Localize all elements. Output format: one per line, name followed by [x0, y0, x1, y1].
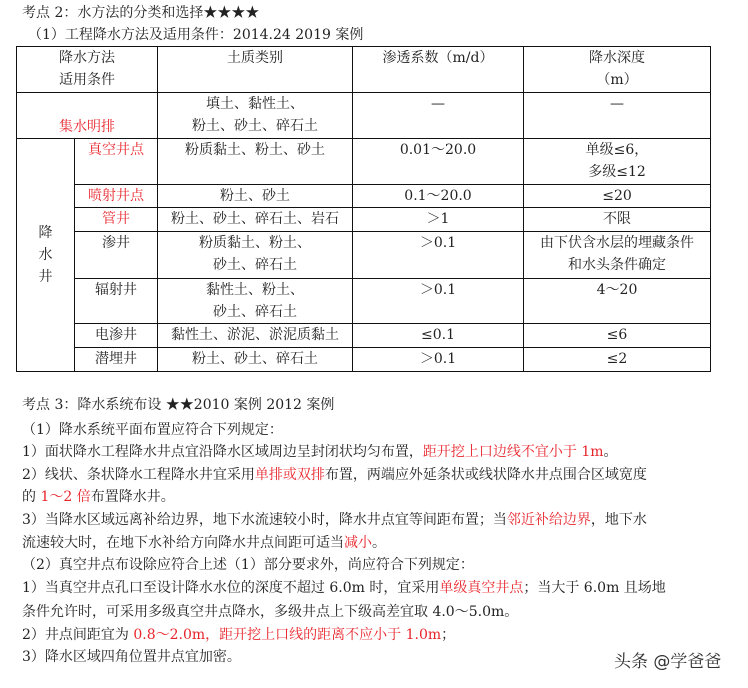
text-segment: （2）真空井点布设除应符合上述（1）部分要求外，尚应符合下列规定：	[22, 557, 474, 573]
text-segment: 3）当降水区域远离补给边界，地下水流速较小时，降水井点宜等间距布置；当	[22, 512, 507, 528]
method-name: 辐射井	[75, 279, 158, 324]
text-segment: 的	[22, 489, 41, 505]
cell-line: 粉土、砂土、碎石土	[192, 351, 318, 367]
cell-line: ≤6	[606, 327, 628, 343]
header-depth	[524, 47, 711, 93]
table-row	[17, 208, 711, 232]
text-segment: 考点 3：降水系统布设 ★★2010 案例 2012 案例	[22, 397, 335, 413]
cell-line: 井	[38, 269, 53, 285]
text-segment: 3）降水区域四角位置井点宜加密。	[22, 649, 241, 665]
section-heading-3	[22, 395, 334, 415]
cell-line: 降水方法	[59, 50, 115, 66]
text-segment: ；当大于 6.0m 且场地	[523, 580, 666, 596]
cell-line: 不限	[603, 211, 631, 227]
depth-cell	[524, 208, 711, 232]
table-caption: （1）工程降水方法及适用条件：2014.24 2019 案例	[28, 27, 364, 43]
text-line	[22, 510, 647, 530]
perm-cell: ＞0.1	[353, 348, 524, 372]
text-segment: 。	[372, 535, 386, 551]
cell-line: 粉质黏土、粉土、砂土	[185, 142, 325, 158]
text-line	[22, 420, 283, 440]
perm-cell: ＞1	[353, 208, 524, 232]
cell-line: 多级≤12	[588, 164, 646, 180]
text-line	[22, 465, 647, 485]
text-segment: ，地下水	[590, 512, 647, 528]
table-header-row	[17, 47, 711, 93]
cell-line: 4～20	[596, 282, 638, 298]
soil-cell	[158, 324, 353, 348]
group-label-dewatering-well	[17, 139, 75, 372]
text-line	[22, 647, 241, 667]
depth-cell	[524, 185, 711, 208]
soil-cell	[158, 208, 353, 232]
text-segment: 布置降水井。	[90, 489, 175, 505]
soil-cell	[158, 348, 353, 372]
cell-line: 降	[38, 225, 53, 241]
highlighted-text: 单排或双排	[254, 467, 325, 483]
cell-line: 水	[38, 247, 53, 263]
text-segment: 2）线状、条状降水工程降水井宜采用	[22, 467, 255, 483]
text-line	[22, 487, 175, 507]
table-row	[17, 139, 711, 185]
method-name: 潜埋井	[75, 348, 158, 372]
perm-cell: ＞0.1	[353, 279, 524, 324]
highlighted-text: 1～2 倍	[40, 489, 91, 505]
depth-cell	[524, 232, 711, 279]
method-name: 喷射井点	[75, 185, 158, 208]
text-segment: 2）井点间距宜为	[22, 627, 134, 643]
cell-line: 填土、黏性土、	[206, 96, 304, 112]
highlighted-text: 减小	[344, 535, 372, 551]
header-method	[17, 47, 158, 93]
text-segment: 布置，两端应外延条状或线状降水井点围合区域宽度	[324, 467, 647, 483]
text-segment: 。	[603, 444, 618, 460]
cell-line: 粉土、砂土、碎石土	[192, 118, 318, 134]
perm-cell: ＞0.1	[353, 232, 524, 279]
cell-line: 适用条件	[59, 72, 115, 88]
text-line	[22, 442, 618, 462]
table-row	[17, 348, 711, 372]
table-row	[17, 185, 711, 208]
cell-line: 单级≤6，	[585, 142, 649, 158]
depth-cell: —	[524, 93, 711, 139]
method-name: 管井	[75, 208, 158, 232]
soil-cell	[158, 185, 353, 208]
cell-line: 砂土、碎石土	[213, 257, 297, 273]
highlighted-text: 0.8～2.0m，距开挖上口线的距离不应小于 1.0m	[133, 627, 442, 643]
method-name: 电渗井	[75, 324, 158, 348]
highlighted-text: 单级真空井点	[439, 580, 524, 596]
text-line	[22, 555, 474, 575]
text-segment: 1）当真空井点孔口至设计降水水位的深度不超过 6.0m 时，宜采用	[22, 580, 440, 596]
perm-cell: —	[353, 93, 524, 139]
depth-cell	[524, 139, 711, 185]
cell-line: 黏性土、淤泥、淤泥质黏土	[171, 327, 339, 343]
text-segment: 1）面状降水工程降水井点宜沿降水区域周边呈封闭状均匀布置，	[22, 444, 423, 460]
method-name: 集水明排	[17, 93, 158, 139]
cell-line: 由下伏含水层的埋藏条件	[540, 235, 694, 251]
highlighted-text: 距开挖上口边线不宜小于 1m	[422, 444, 604, 460]
text-segment: 条件允许时，可采用多级真空井点降水，多级井点上下级高差宜取 4.0～5.0m。	[22, 604, 519, 620]
cell-line: 砂土、碎石土	[213, 304, 297, 320]
text-segment: （1）降水系统平面布置应符合下列规定：	[22, 422, 283, 438]
cell-line: 粉土、砂土、碎石土、岩石	[171, 211, 339, 227]
cell-line: 黏性土、粉土、	[206, 282, 304, 298]
cell-line: ≤2	[606, 351, 628, 367]
text-line	[22, 578, 666, 598]
table-row	[17, 93, 711, 139]
cell-line: 粉质黏土、粉土、	[199, 235, 311, 251]
cell-line: 降水深度	[589, 50, 645, 66]
table-row	[17, 232, 711, 279]
header-soil: 土质类别	[158, 47, 353, 93]
soil-cell	[158, 279, 353, 324]
text-line	[22, 602, 518, 622]
text-segment: 流速较大时，在地下水补给方向降水井点间距可适当	[22, 535, 344, 551]
soil-cell	[158, 139, 353, 185]
text-line	[22, 533, 386, 553]
method-name: 渗井	[75, 232, 158, 279]
text-segment: ；	[441, 627, 456, 643]
depth-cell	[524, 324, 711, 348]
method-name: 真空井点	[75, 139, 158, 185]
cell-line: （m）	[596, 72, 638, 88]
cell-line: 粉土、砂土	[220, 188, 290, 204]
perm-cell: 0.1～20.0	[353, 185, 524, 208]
depth-cell	[524, 348, 711, 372]
text-line	[22, 625, 455, 645]
soil-cell	[158, 93, 353, 139]
cell-line: 和水头条件确定	[568, 257, 666, 273]
perm-cell: ≤0.1	[353, 324, 524, 348]
cell-line: ≤20	[602, 188, 632, 204]
depth-cell	[524, 279, 711, 324]
watermark: 头条 @学爸爸	[614, 652, 722, 672]
section-heading-2: 考点 2：水方法的分类和选择★★★★	[22, 5, 260, 21]
table-row	[17, 324, 711, 348]
perm-cell: 0.01～20.0	[353, 139, 524, 185]
dewatering-methods-table	[16, 46, 711, 372]
header-permeability: 渗透系数（m/d）	[353, 47, 524, 93]
soil-cell	[158, 232, 353, 279]
table-row	[17, 279, 711, 324]
highlighted-text: 邻近补给边界	[506, 512, 591, 528]
